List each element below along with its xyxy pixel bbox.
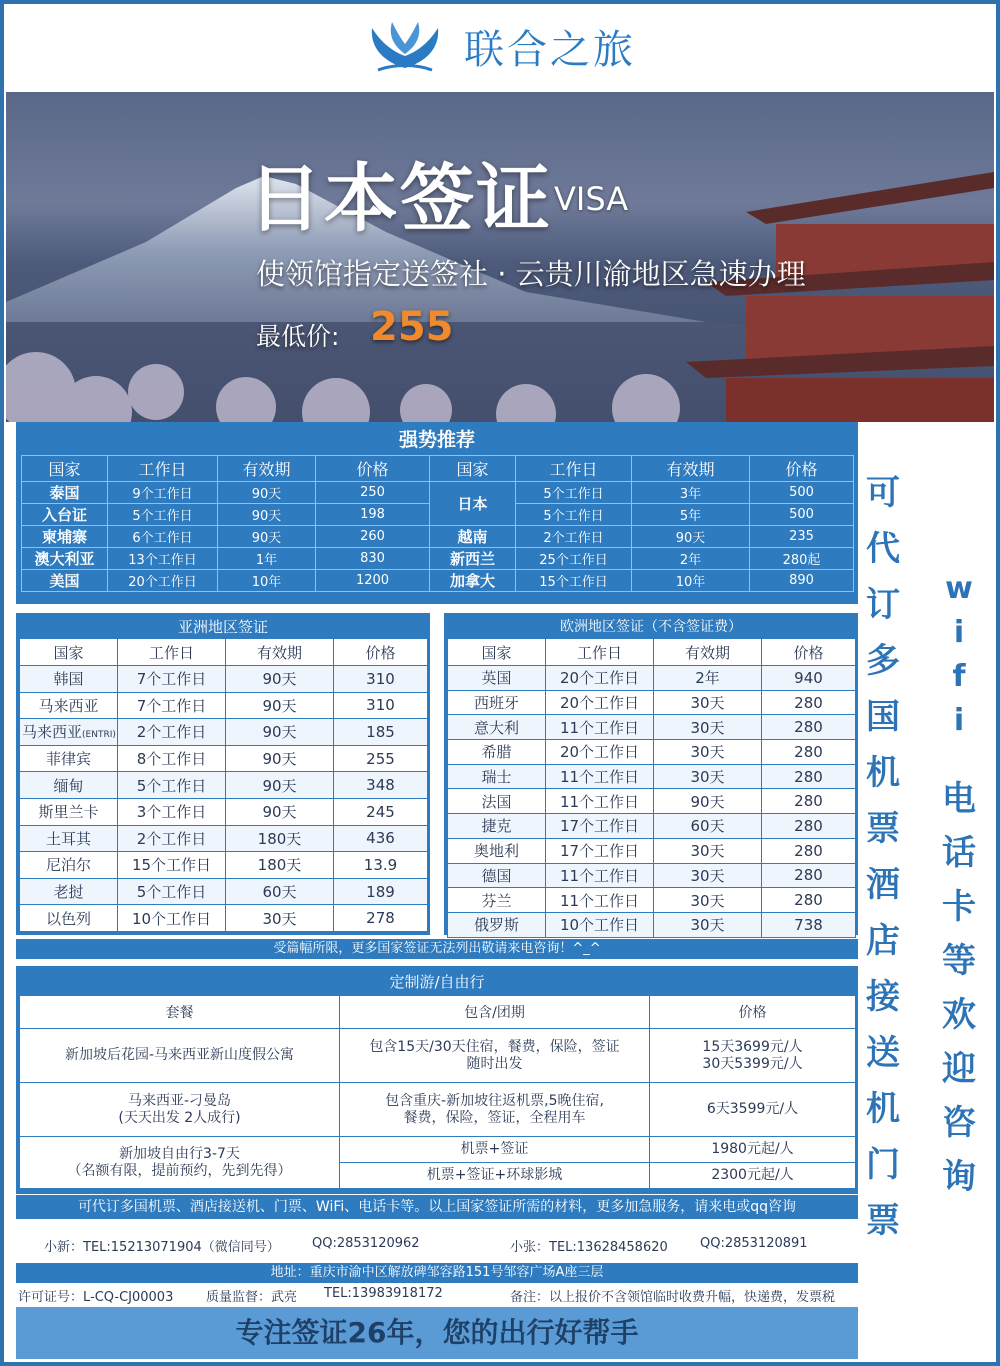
table-cell: 8个工作日 [118,745,226,772]
asia-title: 亚洲地区签证 [177,618,268,636]
country-name: 加拿大 [430,570,516,592]
table-row [20,772,428,799]
table-row [20,852,428,879]
table-cell: 25个工作日 [516,548,632,570]
table-cell: 310 [334,666,428,693]
tour-price: 15天3699元/人 30天5399元/人 [650,1029,856,1083]
table-cell: 180天 [226,825,334,852]
table-cell: 830 [316,548,430,570]
tour-price: 2300元起/人 [650,1163,856,1189]
table-cell: 2个工作日 [516,526,632,548]
table-cell: 90天 [226,692,334,719]
country-name: 英国 [448,666,546,691]
wave-leaf-logo-icon [364,18,446,74]
side-char: 门 [866,1145,900,1185]
table-cell: 30天 [654,838,762,863]
europe-header-cell: 工作日 [546,639,654,666]
asia-table [19,638,428,932]
table-cell: 280 [762,740,856,765]
tour-inc: 包含15天/30天住宿，餐费，保险，签证 随时出发 [340,1029,650,1083]
side-slogan-2 [942,571,976,1197]
table-cell: 30天 [654,690,762,715]
table-cell: 280 [762,715,856,740]
europe-header-cell: 国家 [448,639,546,666]
table-cell: 60天 [226,878,334,905]
table-cell: 738 [762,912,856,937]
table-cell: 348 [334,772,428,799]
tour-header-cell: 包含/团期 [340,996,650,1029]
table-row [20,905,428,932]
note-bar: 受篇幅所限，更多国家签证无法列出敬请来电咨询！^_^ [16,939,858,959]
tour-table [19,995,856,1189]
table-cell: 17个工作日 [546,838,654,863]
table-cell: 90天 [226,772,334,799]
country-name: 俄罗斯 [448,912,546,937]
hero-price-label: 最低价: [256,322,340,351]
table-cell: 2年 [632,548,750,570]
table-cell: 1年 [218,548,316,570]
hero-banner [6,92,994,422]
recommend-header-cell: 价格 [316,456,430,482]
side-char: 酒 [866,865,900,905]
table-row [22,482,854,504]
table-cell: 180天 [226,852,334,879]
country-name: 老挝 [20,878,118,905]
table-cell: 280 [762,814,856,839]
table-cell: 13个工作日 [108,548,218,570]
side-char: 咨 [942,1103,976,1143]
side-char: 话 [942,833,976,873]
side-char: w [945,571,973,606]
table-cell: 2年 [654,666,762,691]
tour-pkg: 新加坡自由行3-7天 （名额有限，提前预约，先到先得） [20,1137,340,1189]
table-row [20,1137,856,1163]
asia-header-cell: 国家 [20,639,118,666]
table-row [20,825,428,852]
table-cell: 500 [750,482,854,504]
table-cell: 90天 [226,745,334,772]
country-name: 澳大利亚 [22,548,108,570]
country-name: 韩国 [20,666,118,693]
country-name: 德国 [448,863,546,888]
country-name: 日本 [430,482,516,526]
table-cell: 90天 [632,526,750,548]
europe-header-cell: 有效期 [654,639,762,666]
table-cell: 30天 [226,905,334,932]
table-cell: 310 [334,692,428,719]
table-cell: 10个工作日 [546,912,654,937]
table-row [448,814,856,839]
europe-header-cell: 价格 [762,639,856,666]
side-char: 欢 [942,995,976,1035]
table-cell: 11个工作日 [546,789,654,814]
table-row [448,666,856,691]
tour-inc: 机票+签证 [340,1137,650,1163]
table-cell: 280 [762,690,856,715]
country-name: 意大利 [448,715,546,740]
recommend-header-cell: 价格 [750,456,854,482]
country-name: 越南 [430,526,516,548]
remark: 备注：以上报价不含领馆临时收费升幅，快递费，发票税 [510,1290,836,1305]
side-char: 电 [942,779,976,819]
country-name: 瑞士 [448,764,546,789]
country-name: 捷克 [448,814,546,839]
header [0,0,1000,92]
table-cell: 11个工作日 [546,715,654,740]
recommend-title: 强势推荐 [398,429,475,451]
country-name: 缅甸 [20,772,118,799]
table-row [22,526,854,548]
table-row [20,719,428,746]
table-cell: 15个工作日 [516,570,632,592]
recommend-header-cell: 有效期 [218,456,316,482]
country-name: 尼泊尔 [20,852,118,879]
country-name: 马来西亚 [20,692,118,719]
side-char: i [953,703,965,738]
tour-inc: 机票+签证+环球影城 [340,1163,650,1189]
side-char: 多 [866,641,900,681]
table-row [448,764,856,789]
table-row [20,666,428,693]
side-char: 机 [866,1089,900,1129]
table-cell: 280起 [750,548,854,570]
asia-header-cell: 有效期 [226,639,334,666]
table-row [22,570,854,592]
table-cell: 3个工作日 [118,798,226,825]
table-row [20,798,428,825]
license-row [16,1285,858,1303]
table-cell: 5个工作日 [108,504,218,526]
table-row [448,863,856,888]
asia-section [16,613,430,935]
europe-section [444,613,858,935]
table-cell: 90天 [218,482,316,504]
table-row [448,912,856,937]
table-cell: 280 [762,789,856,814]
table-cell: 5年 [632,504,750,526]
side-char: 接 [866,977,900,1017]
table-cell: 280 [762,764,856,789]
tour-price: 1980元起/人 [650,1137,856,1163]
country-name: 新西兰 [430,548,516,570]
brand-name: 联合之旅 [464,26,636,73]
table-cell: 2个工作日 [118,719,226,746]
table-row [20,1083,856,1137]
table-cell: 198 [316,504,430,526]
side-char: 国 [866,697,900,737]
country-name: 以色列 [20,905,118,932]
table-row [448,740,856,765]
side-char: f [952,659,966,694]
hero-price-value: 255 [370,304,454,350]
table-cell: 90天 [218,526,316,548]
table-cell: 2个工作日 [118,825,226,852]
tour-header-cell: 价格 [650,996,856,1029]
country-name: 法国 [448,789,546,814]
country-name: 斯里兰卡 [20,798,118,825]
table-cell: 20个工作日 [108,570,218,592]
country-name: 西班牙 [448,690,546,715]
hero-title-suffix: VISA [554,180,629,218]
table-row [448,789,856,814]
license-number: 许可证号：L-CQ-CJ00003 [18,1290,174,1305]
table-row [448,888,856,913]
table-cell: 255 [334,745,428,772]
table-cell: 278 [334,905,428,932]
country-name: 柬埔寨 [22,526,108,548]
table-cell: 6个工作日 [108,526,218,548]
table-cell: 436 [334,825,428,852]
table-cell: 20个工作日 [546,690,654,715]
asia-header-cell: 价格 [334,639,428,666]
side-char: 询 [942,1157,976,1197]
recommend-header-cell: 国家 [430,456,516,482]
side-char: 代 [866,529,900,569]
table-cell: 245 [334,798,428,825]
table-cell: 10个工作日 [118,905,226,932]
quality-supervisor: 质量监督：武亮 [206,1290,298,1305]
side-slogan-1 [866,473,900,1241]
table-cell: 280 [762,888,856,913]
table-cell: 260 [316,526,430,548]
country-name: 泰国 [22,482,108,504]
recommend-header-cell: 有效期 [632,456,750,482]
contact-1-tel: 小新：TEL:15213071904（微信同号） [44,1240,280,1255]
table-row [20,1029,856,1083]
table-cell: 15个工作日 [118,852,226,879]
country-name: 土耳其 [20,825,118,852]
table-row [448,715,856,740]
side-char: 送 [866,1033,900,1073]
table-cell: 90天 [218,504,316,526]
table-row [448,690,856,715]
table-cell: 90天 [226,719,334,746]
info-bar: 可代订多国机票、酒店接送机、门票、WiFi、电话卡等。以上国家签证所需的材料，更多加急服务，请来电或qq咨询 [16,1195,858,1219]
tour-header-cell: 套餐 [20,996,340,1029]
contact-2-qq: QQ:2853120891 [700,1236,808,1251]
contact-1-qq: QQ:2853120962 [312,1236,420,1251]
table-cell: 5个工作日 [516,482,632,504]
side-char: i [953,615,965,650]
table-cell: 30天 [654,715,762,740]
supervisor-tel: TEL:13983918172 [324,1286,443,1301]
entri-note: (ENTRI) [82,730,116,741]
table-cell: 280 [762,838,856,863]
table-row [20,878,428,905]
table-cell: 20个工作日 [546,666,654,691]
table-cell: 940 [762,666,856,691]
table-cell: 7个工作日 [118,692,226,719]
tour-inc: 包含重庆-新加坡往返机票,5晚住宿, 餐费，保险，签证，全程用车 [340,1083,650,1137]
table-row [22,548,854,570]
tour-title: 定制游/自由行 [389,973,485,991]
country-name: 芬兰 [448,888,546,913]
table-cell: 5个工作日 [118,772,226,799]
table-cell: 500 [750,504,854,526]
tour-pkg: 马来西亚-刁曼岛 (天天出发 2人成行) [20,1083,340,1137]
tour-pkg: 新加坡后花园-马来西亚新山度假公寓 [20,1029,340,1083]
country-name: 希腊 [448,740,546,765]
table-cell: 30天 [654,888,762,913]
country-name: 奥地利 [448,838,546,863]
table-cell: 90天 [654,789,762,814]
contacts-row [16,1232,858,1254]
table-cell: 5个工作日 [118,878,226,905]
asia-header-cell: 工作日 [118,639,226,666]
table-cell: 90天 [226,666,334,693]
table-cell: 10年 [632,570,750,592]
table-cell: 9个工作日 [108,482,218,504]
country-name: 菲律宾 [20,745,118,772]
side-char: 票 [866,809,900,849]
table-cell: 11个工作日 [546,888,654,913]
table-cell: 11个工作日 [546,863,654,888]
table-cell: 3年 [632,482,750,504]
tour-section [16,966,858,1194]
recommend-header-cell: 国家 [22,456,108,482]
side-char: 票 [866,1201,900,1241]
table-row [20,692,428,719]
country-name: 马来西亚(ENTRI) [20,719,118,746]
europe-table [447,638,856,938]
table-cell: 13.9 [334,852,428,879]
table-cell: 189 [334,878,428,905]
table-cell: 7个工作日 [118,666,226,693]
country-name: 入台证 [22,504,108,526]
side-char: 订 [866,585,900,625]
table-cell: 30天 [654,863,762,888]
side-char: 等 [942,941,976,981]
tour-price: 6天3599元/人 [650,1083,856,1137]
recommend-table [21,455,854,592]
hero-subtitle: 使领馆指定送签社 · 云贵川渝地区急速办理 [256,257,806,291]
hero-title: 日本签证 [248,156,552,242]
table-row [448,838,856,863]
recommend-header-cell: 工作日 [516,456,632,482]
table-cell: 235 [750,526,854,548]
europe-title: 欧洲地区签证（不含签证费） [560,619,742,635]
recommend-header-cell: 工作日 [108,456,218,482]
side-char: 可 [866,473,900,513]
side-char: 迎 [942,1049,976,1089]
contact-2-tel: 小张：TEL:13628458620 [510,1240,668,1255]
table-cell: 185 [334,719,428,746]
side-char: 机 [866,753,900,793]
recommend-section [16,422,858,604]
table-cell: 30天 [654,740,762,765]
table-cell: 20个工作日 [546,740,654,765]
table-cell: 11个工作日 [546,764,654,789]
table-cell: 30天 [654,912,762,937]
table-cell: 30天 [654,764,762,789]
table-cell: 5个工作日 [516,504,632,526]
pagoda-icon [686,172,994,422]
side-char: 店 [866,921,900,961]
table-cell: 280 [762,863,856,888]
table-cell: 17个工作日 [546,814,654,839]
table-cell: 890 [750,570,854,592]
address-bar: 地址：重庆市渝中区解放碑邹容路151号邹容广场A座三层 [16,1263,858,1283]
table-cell: 10年 [218,570,316,592]
country-name: 美国 [22,570,108,592]
table-cell: 1200 [316,570,430,592]
table-cell: 60天 [654,814,762,839]
table-cell: 250 [316,482,430,504]
slogan-bar: 专注签证26年，您的出行好帮手 [16,1307,858,1359]
table-cell: 90天 [226,798,334,825]
table-row [20,745,428,772]
side-char: 卡 [942,887,976,927]
